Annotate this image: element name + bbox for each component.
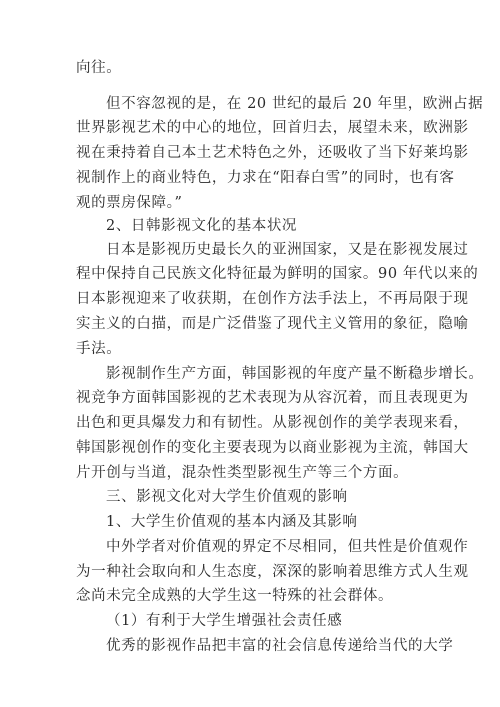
paragraph-line: 片开创与当道，混杂性类型影视生产等三个方面。 (76, 465, 409, 481)
subsection-heading: （1）有利于大学生增强社会责任感 (106, 613, 343, 629)
section-heading: 2、日韩影视文化的基本状况 (106, 218, 298, 234)
paragraph-line: 但不容忽视的是，在 20 世纪的最后 20 年里，欧洲占据 (106, 96, 484, 112)
paragraph-line: 手法。 (76, 341, 122, 357)
paragraph-line: 视在秉持着自己本土艺术特色之外，还吸收了当下好莱坞影 (76, 145, 469, 161)
paragraph-line: 念尚未完全成熟的大学生这一特殊的社会群体。 (76, 588, 394, 604)
paragraph-line: 观的票房保障。” (76, 195, 183, 211)
paragraph-line: 程中保持自己民族文化特征最为鲜明的国家。90 年代以来的 (76, 266, 479, 282)
paragraph-line: 韩国影视创作的变化主要表现为以商业影视为主流，韩国大 (76, 440, 469, 456)
paragraph-line: 实主义的白描，而是广泛借鉴了现代主义管用的象征，隐喻 (76, 316, 469, 332)
paragraph-line: 视制作上的商业特色，力求在“阳春白雪”的同时，也有客 (76, 170, 455, 186)
paragraph-line: 影视制作生产方面，韩国影视的年度产量不断稳步增长。 (106, 366, 484, 382)
paragraph-line: 日本影视迎来了收获期，在创作方法手法上，不再局限于现 (76, 291, 469, 307)
paragraph-line: 日本是影视历史最长久的亚洲国家，又是在影视发展过 (106, 242, 469, 258)
subsection-heading: 1、大学生价值观的基本内涵及其影响 (106, 514, 358, 530)
section-heading: 三、影视文化对大学生价值观的影响 (106, 489, 348, 505)
paragraph-line: 出色和更具爆发力和有韧性。从影视创作的美学表现来看， (76, 415, 469, 431)
paragraph-line: 为一种社会取向和人生态度，深深的影响着思维方式人生观 (76, 564, 469, 580)
paragraph-line: 中外学者对价值观的界定不尽相同，但共性是价值观作 (106, 539, 469, 555)
paragraph-line: 优秀的影视作品把丰富的社会信息传递给当代的大学 (106, 638, 454, 654)
paragraph-line: 世界影视艺术的中心的地位，回首归去，展望未来，欧洲影 (76, 120, 469, 136)
text-line: 向往。 (76, 60, 122, 76)
paragraph-line: 视竞争方面韩国影视的艺术表现为从容沉着，而且表现更为 (76, 390, 469, 406)
